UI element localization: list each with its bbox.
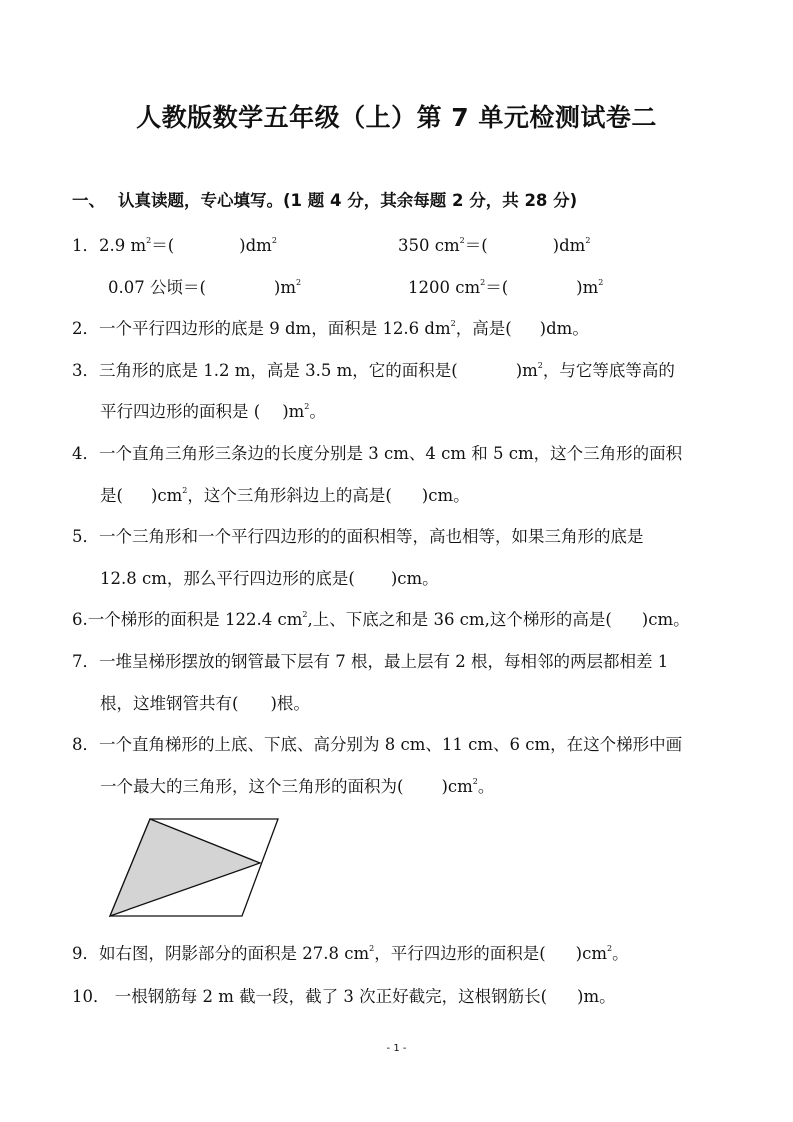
q9-end: 。 bbox=[612, 944, 629, 963]
section-number: 一、 bbox=[72, 191, 105, 210]
q3-line2-post: 。 bbox=[309, 402, 326, 421]
q3-line2-unit: )m bbox=[282, 402, 305, 421]
q7-line2-pre: 根，这堆钢管共有( bbox=[100, 694, 239, 713]
q1-c-close: )m bbox=[273, 278, 297, 297]
question-number: 1． bbox=[72, 236, 99, 255]
q2-text: 2．一个平行四边形的底是 9 dm，面积是 12.6 dm bbox=[72, 319, 451, 338]
q7-line2-post: )根。 bbox=[270, 694, 310, 713]
superscript: 2 bbox=[302, 610, 308, 619]
superscript: 2 bbox=[369, 944, 375, 953]
q8-line2-post: 。 bbox=[477, 777, 495, 796]
section-heading bbox=[72, 187, 577, 211]
superscript: 2 bbox=[606, 944, 613, 953]
q1-b-close: )dm bbox=[552, 236, 586, 255]
q6-text: 6.一个梯形的面积是 122.4 cm bbox=[72, 610, 303, 629]
q4-line2-end: )cm。 bbox=[421, 486, 470, 505]
superscript: 2 bbox=[304, 402, 310, 411]
superscript: 2 bbox=[598, 278, 604, 287]
superscript: 2 bbox=[480, 278, 486, 287]
question-2 bbox=[72, 315, 589, 339]
q4-line2-post: ，这个三角形斜边上的高是( bbox=[187, 486, 392, 505]
q3-post: ，与它等底等高的 bbox=[542, 361, 675, 380]
q1-b-text: 350 cm bbox=[398, 236, 460, 255]
q2-mid: ，高是( bbox=[455, 319, 512, 338]
question-1-line-1 bbox=[72, 232, 277, 256]
question-5-line-1: 5．一个三角形和一个平行四边形的的面积相等，高也相等，如果三角形的底是 bbox=[72, 527, 644, 546]
superscript: 2 bbox=[585, 236, 591, 245]
question-7-line-2 bbox=[100, 690, 310, 714]
superscript: 2 bbox=[146, 236, 152, 245]
q6-post: )cm。 bbox=[641, 610, 690, 629]
question-8-line-1: 8．一个直角梯形的上底、下底、高分别为 8 cm、11 cm、6 cm，在这个梯形中画 bbox=[72, 735, 683, 754]
question-10 bbox=[72, 983, 616, 1007]
q3-unit: )m bbox=[515, 361, 538, 380]
question-5-line-2 bbox=[100, 565, 439, 589]
q1-d-close: )m bbox=[576, 278, 599, 297]
q10-text: 10． 一根钢筋每 2 m 截一段，截了 3 次正好截完，这根钢筋长( bbox=[72, 987, 548, 1006]
q1-c-text: 0.07 公顷＝( bbox=[108, 278, 206, 297]
superscript: 2 bbox=[459, 236, 465, 245]
q9-mid: ，平行四边形的面积是( bbox=[374, 944, 546, 963]
page-title: 人教版数学五年级（上）第 7 单元检测试卷二 bbox=[136, 103, 657, 132]
parallelogram-figure bbox=[108, 815, 280, 919]
superscript: 2 bbox=[271, 236, 277, 245]
question-3-line-2 bbox=[100, 398, 326, 422]
question-8-line-2 bbox=[100, 773, 494, 797]
q1-d-eq: ＝( bbox=[485, 278, 509, 297]
section-text: 认真读题，专心填写。(1 题 4 分，其余每题 2 分，共 28 分) bbox=[118, 191, 578, 210]
question-7-line-1: 7．一堆呈梯形摆放的钢管最下层有 7 根，最上层有 2 根，每相邻的两层都相差 1 bbox=[72, 652, 669, 671]
q3-text: 3．三角形的底是 1.2 m，高是 3.5 m，它的面积是( bbox=[72, 361, 458, 380]
question-1-line-1b bbox=[398, 232, 590, 256]
q4-line2-unit: )cm bbox=[150, 486, 183, 505]
q1-a-text: 2.9 m bbox=[99, 236, 147, 255]
q3-line2-text: 平行四边形的面积是 ( bbox=[100, 402, 261, 421]
question-1-line-2b bbox=[408, 274, 603, 298]
q9-unit: )cm bbox=[575, 944, 607, 963]
superscript: 2 bbox=[537, 361, 543, 370]
q1-a-eq: ＝( bbox=[151, 236, 175, 255]
q2-post: )dm。 bbox=[539, 319, 589, 338]
q5-line2-post: )cm。 bbox=[390, 569, 439, 588]
question-4-line-2 bbox=[100, 482, 470, 506]
superscript: 2 bbox=[472, 777, 478, 786]
question-3-line-1 bbox=[72, 357, 675, 381]
q1-a-close: )dm bbox=[239, 236, 272, 255]
q1-d-text: 1200 cm bbox=[408, 278, 481, 297]
question-1-line-2 bbox=[108, 274, 301, 298]
q8-line2-unit: )cm bbox=[441, 777, 473, 796]
question-9 bbox=[72, 940, 629, 964]
page-number: - 1 - bbox=[386, 1043, 407, 1054]
q5-line2-pre: 12.8 cm，那么平行四边形的底是( bbox=[100, 569, 355, 588]
q10-post: )m。 bbox=[577, 987, 616, 1006]
superscript: 2 bbox=[296, 278, 302, 287]
q9-text: 9．如右图，阴影部分的面积是 27.8 cm bbox=[72, 944, 370, 963]
q1-b-eq: ＝( bbox=[464, 236, 488, 255]
superscript: 2 bbox=[450, 319, 456, 328]
question-6 bbox=[72, 606, 690, 630]
superscript: 2 bbox=[182, 486, 188, 495]
q4-line2-pre: 是( bbox=[100, 486, 123, 505]
question-4-line-1: 4．一个直角三角形三条边的长度分别是 3 cm、4 cm 和 5 cm，这个三角形的面积 bbox=[72, 444, 683, 463]
q8-line2-pre: 一个最大的三角形，这个三角形的面积为( bbox=[100, 777, 404, 796]
q6-mid: ,上、下底之和是 36 cm,这个梯形的高是( bbox=[307, 610, 612, 629]
